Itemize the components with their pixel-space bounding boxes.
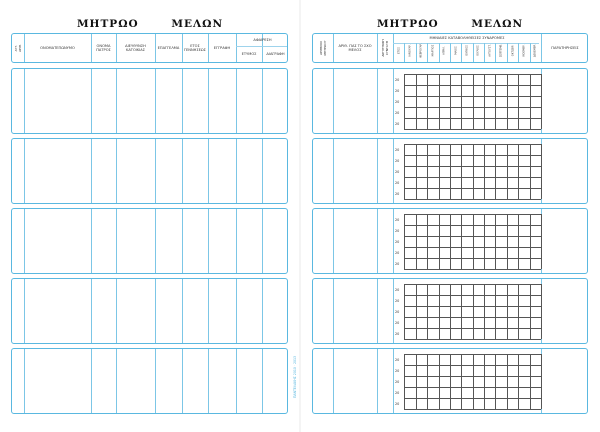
dues-grid-column [473,354,474,409]
month-header-label: ΕΤΟΣ [397,47,401,54]
dues-grid-line [404,339,541,340]
year-prefix-label: 20 [395,110,400,115]
dues-grid-column [530,144,531,199]
month-header-label: ΦΕΒΡΟΥΑΡ. [419,43,423,58]
dues-record-row [312,348,588,414]
row-column-divider [333,69,334,133]
row-column-divider [208,139,209,203]
month-column-divider [518,43,519,62]
group-header-label: ΑΦΑΙΡΕΣΗ [253,37,272,42]
row-column-divider [91,349,92,413]
dues-grid-column [461,144,462,199]
row-column-divider [393,209,394,273]
year-prefix-label: 20 [395,228,400,233]
row-column-divider [393,139,394,203]
year-prefix-label: 20 [395,169,400,174]
dues-grid-column [507,74,508,129]
row-column-divider [24,209,25,273]
month-column-divider [439,43,440,62]
row-column-divider [91,139,92,203]
dues-grid-column [473,144,474,199]
fees-header-label: ΜΗΝΙΑΙΕΣ ΚΑΤΑΒΟΛΗΘΕΙΣΕΣ ΣΥΝΔΡΟΜΕΣ [429,36,505,41]
dues-grid-column [484,354,485,409]
right-page-title: ΜΗΤΡΩΟ ΜΕΛΩΝ [376,18,524,30]
dues-grid-column [507,354,508,409]
dues-grid-column [450,214,451,269]
row-column-divider [155,209,156,273]
column-header-label: ΕΠΑΓΓΕΛΜΑ [157,45,180,50]
month-column-divider [473,43,474,62]
column-header-label: ΔΙΕΥΘΥΝΣΗ ΣΥΝΤΑΞΗ [380,39,389,57]
year-prefix-label: 20 [395,77,400,82]
row-column-divider [208,69,209,133]
dues-grid-column [518,74,519,129]
column-header-label: ΑΡΙΘ. ΠΑΣ ΤΟ ΣΧΟ ΜΕΛΟΣ [338,43,372,52]
dues-grid-column [439,354,440,409]
dues-record-row [312,278,588,344]
publisher-footer: ΠΑΝΤΕΛΑΚΗΣ 2010 · 2013 [293,355,297,398]
row-column-divider [116,349,117,413]
row-column-divider [91,69,92,133]
dues-grid-column [439,284,440,339]
row-column-divider [236,209,237,273]
dues-grid-column [473,214,474,269]
row-column-divider [24,349,25,413]
dues-grid-column [404,354,405,409]
row-column-divider [262,349,263,413]
month-header-label: ΙΟΥΛΙΟΣ [476,45,480,56]
column-header-label: ΕΤΟΣ ΓΕΝΝΗΣΕΩΣ [184,43,206,52]
dues-grid-line [404,409,541,410]
month-header-label: ΙΟΥΝΙΟΣ [465,45,469,56]
year-prefix-label: 20 [395,147,400,152]
year-prefix-label: 20 [395,217,400,222]
row-column-divider [262,69,263,133]
dues-grid-column [416,144,417,199]
dues-record-row [312,68,588,134]
year-prefix-label: 20 [395,239,400,244]
dues-grid-column [495,144,496,199]
dues-grid-column [484,74,485,129]
month-column-divider [507,43,508,62]
row-column-divider [182,349,183,413]
dues-grid-column [541,214,542,269]
row-column-divider [262,139,263,203]
dues-grid-column [450,354,451,409]
right-page [293,0,600,432]
row-column-divider [155,139,156,203]
dues-record-row [312,208,588,274]
year-prefix-label: 20 [395,357,400,362]
row-column-divider [116,69,117,133]
dues-grid-column [461,354,462,409]
month-header-label: ΙΑΝΟΥΑΡ. [408,44,412,57]
row-column-divider [236,279,237,343]
month-column-divider [404,43,405,62]
month-header-label: ΟΚΤΩΒΡ. [511,44,515,57]
dues-grid-column [530,354,531,409]
column-header-label: ΑΡΙΘΜΟΣ ΜΗΤΡΩΟΥ [318,40,327,56]
row-column-divider [208,209,209,273]
dues-grid-column [507,284,508,339]
dues-grid-column [530,214,531,269]
dues-grid-line [404,199,541,200]
row-column-divider [377,139,378,203]
year-prefix-label: 20 [395,158,400,163]
row-column-divider [393,69,394,133]
month-column-divider [416,43,417,62]
dues-grid-column [507,214,508,269]
month-column-divider [530,43,531,62]
row-column-divider [208,349,209,413]
year-prefix-label: 20 [395,121,400,126]
year-prefix-label: 20 [395,99,400,104]
column-header-label: ΑΥΞ. ΑΡΙΘ. [13,43,22,53]
dues-record-row [312,138,588,204]
dues-grid-column [530,284,531,339]
month-header-label: ΑΥΓΟΥΣΤ. [488,44,492,57]
row-column-divider [182,209,183,273]
year-prefix-label: 20 [395,390,400,395]
row-column-divider [377,69,378,133]
dues-grid-column [404,284,405,339]
column-header-label: ΟΝΟΜΑ ΠΑΤΡΟΣ [96,43,111,52]
row-column-divider [333,209,334,273]
dues-grid-column [495,214,496,269]
dues-grid-column [450,284,451,339]
month-header-label: ΜΑΡΤΙΟΣ [431,44,435,57]
dues-grid-column [484,214,485,269]
row-column-divider [333,279,334,343]
month-header-label: ΜΑΙΟΣ [454,46,458,55]
dues-grid-column [484,144,485,199]
row-column-divider [91,279,92,343]
dues-grid-column [518,214,519,269]
month-column-divider [484,43,485,62]
dues-grid-column [416,214,417,269]
month-column-divider [495,43,496,62]
member-record-row [11,68,288,134]
row-column-divider [236,139,237,203]
dues-grid-column [427,354,428,409]
group-subheader-label: ΕΤΥΜΟΣ [241,51,257,56]
dues-grid-column [495,74,496,129]
row-column-divider [24,279,25,343]
month-header-label: ΝΟΕΜΒΡ. [522,44,526,57]
row-column-divider [155,349,156,413]
dues-grid-line [404,129,541,130]
row-column-divider [377,209,378,273]
dues-grid-column [450,144,451,199]
month-column-divider [427,43,428,62]
member-record-row [11,208,288,274]
dues-grid-column [404,74,405,129]
dues-grid-column [461,284,462,339]
year-prefix-label: 20 [395,250,400,255]
dues-grid-column [439,144,440,199]
row-column-divider [393,279,394,343]
left-header-row [11,33,288,63]
year-prefix-label: 20 [395,331,400,336]
member-record-row [11,348,288,414]
dues-grid-column [416,354,417,409]
dues-grid-column [427,284,428,339]
dues-grid-column [404,144,405,199]
row-column-divider [377,349,378,413]
year-prefix-label: 20 [395,88,400,93]
dues-grid-column [530,74,531,129]
dues-grid-column [461,74,462,129]
group-subheader-label: ΔΙΑΓΡΑΦΗ [266,51,285,56]
row-column-divider [393,349,394,413]
year-prefix-label: 20 [395,379,400,384]
dues-grid-column [541,74,542,129]
row-column-divider [208,279,209,343]
dues-grid-column [461,214,462,269]
dues-grid-column [416,284,417,339]
column-header-label: ΕΓΓΡΑΦΗ [213,45,231,50]
dues-grid-column [541,284,542,339]
dues-grid-column [541,354,542,409]
dues-grid-column [495,284,496,339]
row-column-divider [236,69,237,133]
row-column-divider [236,349,237,413]
dues-grid-column [404,214,405,269]
dues-grid-column [495,354,496,409]
dues-grid-column [484,284,485,339]
dues-grid-column [507,144,508,199]
member-record-row [11,138,288,204]
row-column-divider [333,349,334,413]
dues-grid-column [473,74,474,129]
row-column-divider [182,139,183,203]
year-prefix-label: 20 [395,309,400,314]
row-column-divider [182,69,183,133]
member-record-row [11,278,288,344]
row-column-divider [155,69,156,133]
dues-grid-column [473,284,474,339]
row-column-divider [116,279,117,343]
column-header-label: ΔΙΕΥΘΥΝΣΗ ΚΑΤΟΙΚΙΑΣ [125,43,146,52]
dues-grid-column [450,74,451,129]
row-column-divider [262,279,263,343]
row-column-divider [24,69,25,133]
dues-grid-column [518,284,519,339]
row-column-divider [333,139,334,203]
year-prefix-label: 20 [395,401,400,406]
month-header-label: ΑΠΡΙΛ. [442,46,446,55]
year-prefix-label: 20 [395,191,400,196]
dues-grid-column [427,214,428,269]
row-column-divider [116,209,117,273]
right-header-row [312,33,588,63]
dues-grid-column [518,144,519,199]
dues-grid-column [416,74,417,129]
row-column-divider [377,279,378,343]
month-header-label: ΔΕΚΕΜΒΡ. [533,43,537,58]
column-header-label: ΠΑΡΑΤΗΡΗΣΕΙΣ [551,45,579,50]
year-prefix-label: 20 [395,368,400,373]
month-column-divider [461,43,462,62]
dues-grid-column [439,74,440,129]
dues-grid-column [518,354,519,409]
year-prefix-label: 20 [395,298,400,303]
row-column-divider [155,279,156,343]
year-prefix-label: 20 [395,180,400,185]
year-prefix-label: 20 [395,320,400,325]
dues-grid-column [427,74,428,129]
row-column-divider [116,139,117,203]
row-column-divider [24,139,25,203]
month-column-divider [450,43,451,62]
dues-grid-column [541,144,542,199]
year-prefix-label: 20 [395,261,400,266]
row-column-divider [91,209,92,273]
dues-grid-column [427,144,428,199]
year-prefix-label: 20 [395,287,400,292]
row-column-divider [182,279,183,343]
column-header-label: ΟΝΟΜΑΤΕΠΩΝΥΜΟ [40,45,75,50]
left-page-title: ΜΗΤΡΩΟ ΜΕΛΩΝ [76,18,224,30]
row-column-divider [262,209,263,273]
dues-grid-line [404,269,541,270]
month-header-label: ΣΕΠΤΕΜΒ. [499,43,503,58]
dues-grid-column [439,214,440,269]
